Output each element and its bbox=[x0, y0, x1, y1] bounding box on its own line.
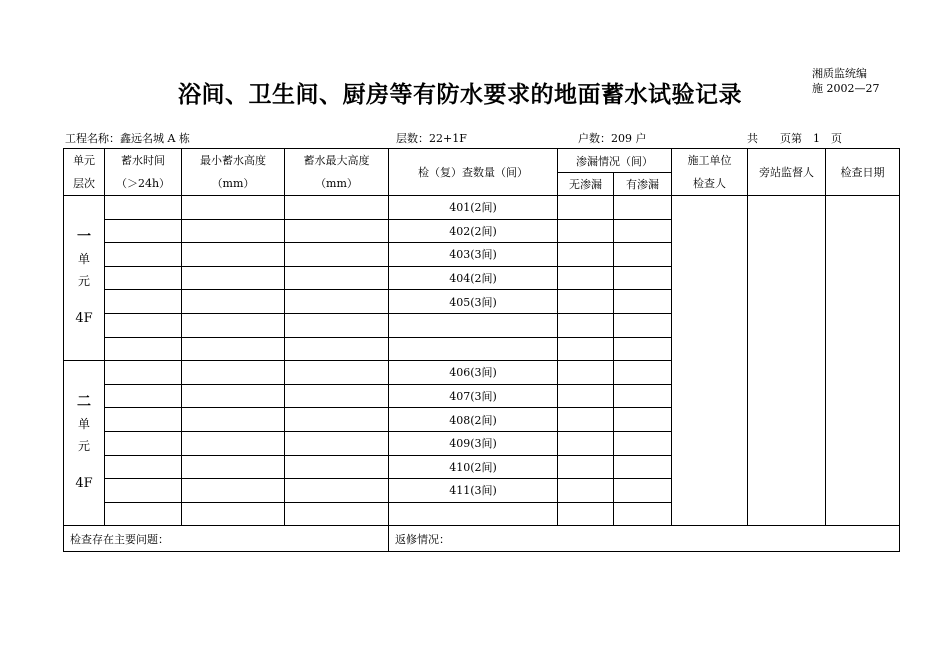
project-name: 工程名称：鑫远名城 A 栋 bbox=[65, 132, 190, 145]
leak-cell bbox=[614, 479, 672, 503]
empty-cell bbox=[105, 479, 182, 503]
header-time: 蓄水时间 （＞24h） bbox=[105, 149, 182, 196]
leak-cell bbox=[614, 408, 672, 432]
leak-cell bbox=[558, 384, 614, 408]
supervisor-cell bbox=[748, 196, 826, 526]
empty-cell bbox=[182, 502, 285, 526]
empty-cell bbox=[285, 455, 389, 479]
unit-floor-cell bbox=[64, 196, 105, 361]
empty-cell bbox=[105, 266, 182, 290]
header-unit: 单元 层次 bbox=[64, 149, 105, 196]
empty-cell bbox=[285, 361, 389, 385]
empty-cell bbox=[182, 361, 285, 385]
header-count: 检（复）查数量（间） bbox=[389, 149, 558, 196]
empty-cell bbox=[182, 431, 285, 455]
unit-label: 一 bbox=[77, 229, 91, 246]
empty-cell bbox=[285, 502, 389, 526]
header-leak: 渗漏情况（间） bbox=[558, 149, 672, 173]
empty-cell bbox=[182, 455, 285, 479]
room-count-cell bbox=[389, 337, 558, 361]
empty-cell bbox=[285, 408, 389, 432]
header-inspector: 施工单位 检查人 bbox=[672, 149, 748, 196]
leak-cell bbox=[558, 431, 614, 455]
room-count-cell: 407(3间) bbox=[389, 384, 558, 408]
empty-cell bbox=[105, 431, 182, 455]
leak-cell bbox=[558, 455, 614, 479]
empty-cell bbox=[285, 479, 389, 503]
leak-cell bbox=[558, 361, 614, 385]
room-count-cell: 404(2间) bbox=[389, 266, 558, 290]
floor-count: 层数：22+1F bbox=[396, 132, 467, 145]
leak-cell bbox=[614, 313, 672, 337]
empty-cell bbox=[105, 337, 182, 361]
inspector-cell bbox=[672, 196, 748, 526]
leak-cell bbox=[614, 219, 672, 243]
unit-label: 元 bbox=[77, 274, 90, 289]
form-code-line1: 湘质监统编 bbox=[812, 67, 867, 80]
room-count-cell bbox=[389, 502, 558, 526]
room-count-cell: 403(3间) bbox=[389, 243, 558, 267]
room-count-cell: 409(3间) bbox=[389, 431, 558, 455]
table-row bbox=[64, 196, 900, 220]
footer-row bbox=[64, 526, 900, 552]
empty-cell bbox=[105, 290, 182, 314]
leak-cell bbox=[614, 266, 672, 290]
room-count-cell: 402(2间) bbox=[389, 219, 558, 243]
repair-label: 返修情况： bbox=[389, 526, 900, 552]
header-has-leak: 有渗漏 bbox=[614, 173, 672, 196]
room-count-cell: 410(2间) bbox=[389, 455, 558, 479]
form-code bbox=[812, 66, 880, 96]
leak-cell bbox=[614, 196, 672, 220]
leak-cell bbox=[614, 337, 672, 361]
leak-cell bbox=[614, 455, 672, 479]
unit-floor-cell bbox=[64, 361, 105, 526]
empty-cell bbox=[182, 243, 285, 267]
empty-cell bbox=[105, 361, 182, 385]
leak-cell bbox=[558, 408, 614, 432]
leak-cell bbox=[558, 313, 614, 337]
empty-cell bbox=[285, 337, 389, 361]
leak-cell bbox=[558, 196, 614, 220]
empty-cell bbox=[105, 219, 182, 243]
unit-label: 单 bbox=[77, 252, 90, 267]
unit-label: 二 bbox=[77, 394, 91, 411]
leak-cell bbox=[614, 361, 672, 385]
leak-cell bbox=[558, 502, 614, 526]
unit-label: 单 bbox=[77, 417, 90, 432]
empty-cell bbox=[182, 337, 285, 361]
page-title: 浴间、卫生间、厨房等有防水要求的地面蓄水试验记录 bbox=[178, 81, 742, 108]
empty-cell bbox=[105, 243, 182, 267]
empty-cell bbox=[285, 313, 389, 337]
date-cell bbox=[826, 196, 900, 526]
empty-cell bbox=[105, 384, 182, 408]
room-count-cell: 405(3间) bbox=[389, 290, 558, 314]
header-supervisor: 旁站监督人 bbox=[748, 149, 826, 196]
empty-cell bbox=[285, 431, 389, 455]
empty-cell bbox=[285, 219, 389, 243]
leak-cell bbox=[614, 431, 672, 455]
leak-cell bbox=[558, 479, 614, 503]
empty-cell bbox=[182, 266, 285, 290]
record-table bbox=[63, 148, 900, 552]
leak-cell bbox=[558, 337, 614, 361]
empty-cell bbox=[182, 313, 285, 337]
leak-cell bbox=[558, 219, 614, 243]
leak-cell bbox=[614, 243, 672, 267]
leak-cell bbox=[614, 384, 672, 408]
empty-cell bbox=[105, 196, 182, 220]
empty-cell bbox=[105, 502, 182, 526]
empty-cell bbox=[285, 290, 389, 314]
empty-cell bbox=[182, 384, 285, 408]
empty-cell bbox=[105, 408, 182, 432]
empty-cell bbox=[182, 196, 285, 220]
room-count-cell: 408(2间) bbox=[389, 408, 558, 432]
unit-label: 元 bbox=[77, 439, 90, 454]
problems-label: 检查存在主要问题： bbox=[64, 526, 389, 552]
empty-cell bbox=[182, 408, 285, 432]
empty-cell bbox=[182, 219, 285, 243]
empty-cell bbox=[285, 266, 389, 290]
floor-label: 4F bbox=[75, 476, 93, 492]
empty-cell bbox=[105, 455, 182, 479]
header-max-height: 蓄水最大高度 （mm） bbox=[285, 149, 389, 196]
leak-cell bbox=[614, 290, 672, 314]
page-number: 共 页第 1 页 bbox=[747, 132, 842, 145]
room-count-cell bbox=[389, 313, 558, 337]
floor-label: 4F bbox=[75, 311, 93, 327]
leak-cell bbox=[558, 243, 614, 267]
household-count: 户数：209 户 bbox=[578, 132, 647, 145]
room-count-cell: 401(2间) bbox=[389, 196, 558, 220]
leak-cell bbox=[558, 290, 614, 314]
room-count-cell: 411(3间) bbox=[389, 479, 558, 503]
empty-cell bbox=[182, 479, 285, 503]
empty-cell bbox=[285, 196, 389, 220]
header-no-leak: 无渗漏 bbox=[558, 173, 614, 196]
room-count-cell: 406(3间) bbox=[389, 361, 558, 385]
form-code-line2: 施 2002—27 bbox=[812, 82, 880, 95]
leak-cell bbox=[558, 266, 614, 290]
empty-cell bbox=[285, 384, 389, 408]
empty-cell bbox=[105, 313, 182, 337]
empty-cell bbox=[182, 290, 285, 314]
leak-cell bbox=[614, 502, 672, 526]
empty-cell bbox=[285, 243, 389, 267]
header-date: 检查日期 bbox=[826, 149, 900, 196]
header-min-height: 最小蓄水高度 （mm） bbox=[182, 149, 285, 196]
